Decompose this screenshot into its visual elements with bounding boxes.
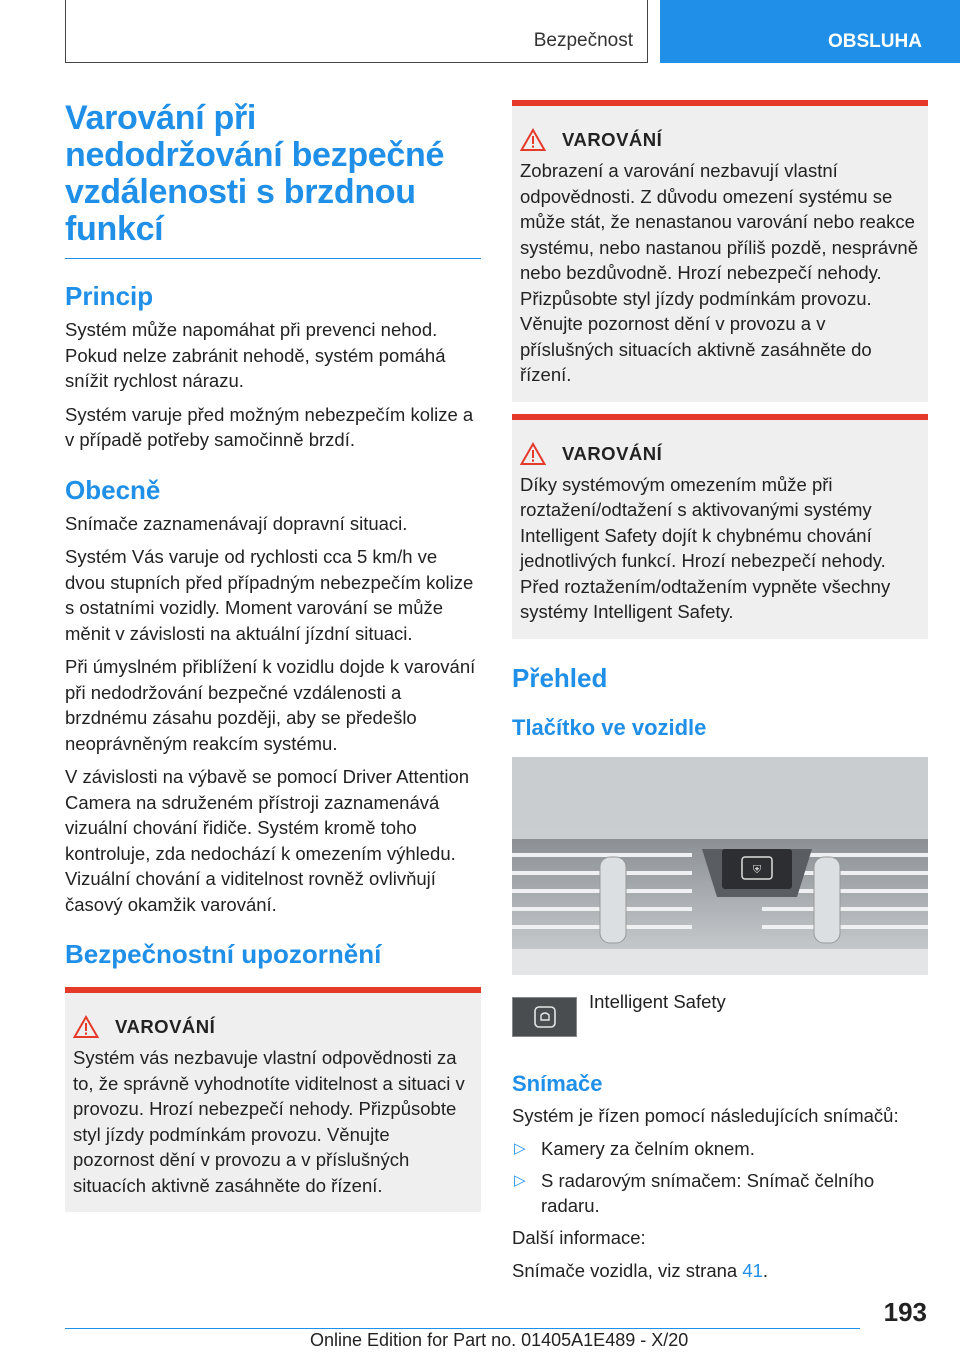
chapter-tab[interactable] — [660, 0, 960, 63]
more-info-label: Další informace: — [512, 1226, 646, 1248]
warning-text: Zobrazení a varování nezbavují vlastní odpovědnosti. Z důvodu omezení systému se může stát, že nenastanou varování nebo reakce systému, nebo nastanou příliš pozdě, nesprávně nebo bezdůvodně. Hrozí nebezpečí nehody. Přizpůsobte styl jízdy podmínkám provozu. Věnujte pozornost dění v provozu a v příslušných situacích aktivně zasáhněte do řízení. — [520, 160, 918, 385]
heading-safety: Bezpečnostní upozornění — [65, 939, 382, 969]
left-column — [65, 100, 481, 1212]
edition-footer: Online Edition for Part no. 01405A1E489 - X/20 — [310, 1330, 689, 1350]
warning-title: VAROVÁNÍ — [115, 1016, 216, 1037]
warning-title: VAROVÁNÍ — [562, 129, 663, 150]
list-item: ▷ Kamery za čelním oknem. — [512, 1136, 928, 1162]
button-label: Intelligent Safety — [589, 990, 726, 1012]
heading-prehled: Přehled — [512, 662, 608, 693]
page-link[interactable]: 41 — [742, 1260, 763, 1281]
warning-box-2 — [512, 100, 928, 402]
princip-paragraph-2: Systém varuje před možným nebezpečím kolize a v případě potřeby samočinně brzdí. — [65, 403, 474, 450]
sensors-intro: Systém je řízen pomocí následujících snímačů: — [512, 1104, 899, 1126]
obecne-paragraph-4: V závislosti na výbavě se pomocí Driver Attention Camera na sdruženém přístroji zaznamenává vizuální chování řidiče. Systém kromě toho kontroluje, zda nedochází k omezením výhledu. Vizuální chování a viditelnost rovněž ovlivňují časový okamžik varování. — [65, 766, 470, 915]
header-frame — [65, 0, 648, 63]
warning-triangle-icon — [520, 128, 546, 152]
heading-button-in-vehicle: Tlačítko ve vozidle — [512, 714, 707, 740]
intelligent-safety-button[interactable] — [512, 997, 577, 1037]
heading-sensors: Snímače — [512, 1070, 603, 1096]
right-column — [512, 100, 928, 1292]
page-number: 193 — [883, 1297, 927, 1327]
warning-title: VAROVÁNÍ — [562, 442, 663, 464]
warning-box-1 — [65, 987, 481, 1212]
title-divider — [65, 258, 481, 259]
page-title: Varování při nedodržování bezpečné vzdálenosti s brzdnou funkcí — [65, 99, 445, 248]
warning-triangle-icon — [73, 1015, 99, 1039]
section-label: Bezpečnost — [533, 30, 633, 51]
button-legend — [512, 990, 928, 1037]
warning-text: Díky systémovým omezením může při roztažení/odtažení s aktivovanými systémy Intelligent Safety dojít k chybnému chování jednotlivých funkcí. Hrozí nebezpečí nehody. Před roztažením/odtažením vypněte všechny systémy Intelligent Safety. — [520, 473, 891, 622]
heading-obecne: Obecně — [65, 474, 161, 505]
sensors-list — [512, 1136, 928, 1219]
chapter-tab-label: OBSLUHA — [828, 31, 922, 52]
cross-reference: Snímače vozidla, viz strana 41. — [512, 1260, 769, 1281]
warning-triangle-icon — [520, 442, 546, 466]
footer-divider — [65, 1328, 860, 1329]
vehicle-button-photo — [512, 757, 928, 975]
obecne-paragraph-3: Při úmyslném přiblížení k vozidlu dojde k varování při nedodržování bezpečné vzdálenosti a brzdnému zásahu později, aby se předešlo neoprávněným reakcím systému. — [65, 656, 476, 754]
obecne-paragraph-2: Systém Vás varuje od rychlosti cca 5 km/h ve dvou stupních před případným nebezpečím kolize s ostatními vozidly. Moment varování se může měnit v závislosti na aktuální jízdní situaci. — [65, 546, 474, 644]
warning-text: Systém vás nezbavuje vlastní odpovědnosti za to, že správně vyhodnotíte viditelnost a situaci v provozu. Hrozí nebezpečí nehody. Přizpůsobte styl jízdy podmínkám provozu. Věnujte pozornost dění v provozu a v příslušných situacích aktivně zasáhněte do řízení. — [73, 1047, 465, 1196]
bullet-triangle-icon: ▷ — [514, 1171, 526, 1189]
intelligent-safety-icon — [532, 1005, 558, 1029]
svg-text:⛨: ⛨ — [752, 862, 762, 876]
bullet-triangle-icon: ▷ — [514, 1140, 526, 1157]
obecne-paragraph-1: Snímače zaznamenávají dopravní situaci. — [65, 512, 408, 534]
heading-princip: Princip — [65, 281, 154, 311]
warning-box-3 — [512, 414, 928, 639]
princip-paragraph-1: Systém může napomáhat při prevenci nehod. Pokud nelze zabránit nehodě, systém pomáhá snížit rychlost nárazu. — [65, 319, 446, 391]
list-item: ▷ S radarovým snímačem: Snímač čelního radaru. — [514, 1169, 875, 1216]
